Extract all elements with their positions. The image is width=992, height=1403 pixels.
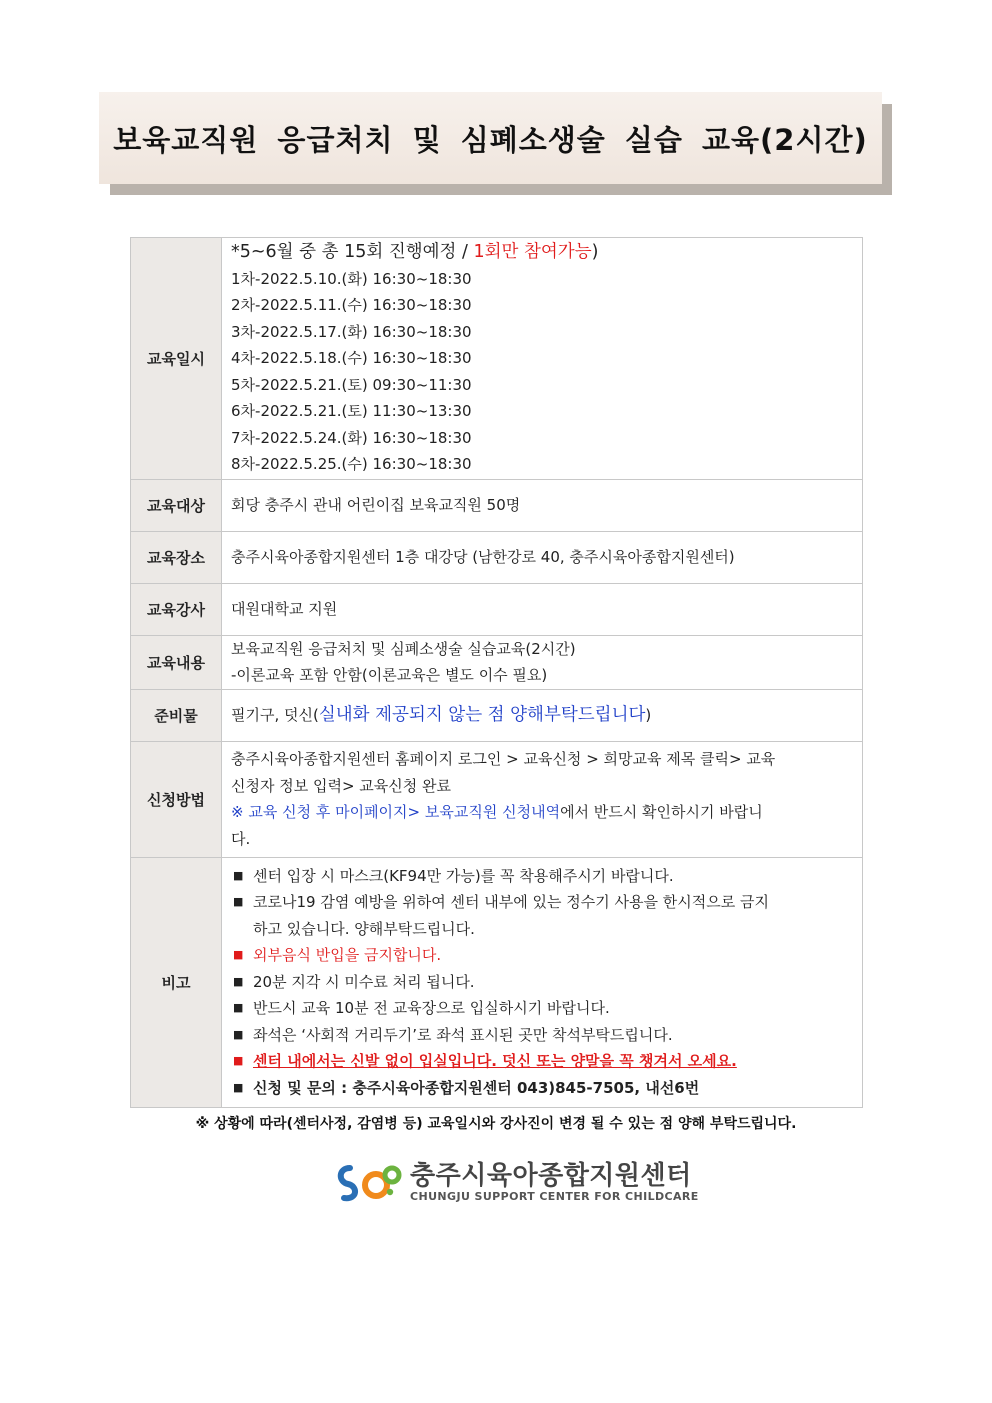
content-cell	[222, 635, 863, 689]
row-target	[131, 479, 863, 531]
apply-note-blue: ※ 교육 신청 후 마이페이지> 보육교직원 신청내역	[231, 803, 561, 821]
page-title: 보육교직원 응급처치 및 심폐소생술 실습 교육(2시간)	[113, 122, 868, 157]
logo-subtitle: CHUNGJU SUPPORT CENTER FOR CHILDCARE	[410, 1189, 699, 1203]
session-item: 6차-2022.5.21.(토) 11:30~13:30	[231, 402, 472, 420]
schedule-cell	[222, 238, 863, 480]
remark-item: ■ 좌석은 ‘사회적 거리두기’로 좌석 표시된 곳만 착석부탁드립니다.	[231, 1022, 854, 1049]
row-instructor	[131, 583, 863, 635]
remark-text: 하고 있습니다. 양해부탁드립니다.	[253, 919, 475, 938]
session-item: 5차-2022.5.21.(토) 09:30~11:30	[231, 375, 472, 394]
apply-cell	[222, 741, 863, 857]
label-location: 교육장소	[131, 531, 222, 583]
row-apply	[131, 741, 863, 857]
content-line: -이론교육 포함 안함(이론교육은 별도 이수 필요)	[231, 666, 548, 684]
session-item: 3차-2022.5.17.(화) 16:30~18:30	[231, 322, 472, 341]
schedule-intro-suffix: )	[591, 242, 599, 262]
label-remarks: 비고	[131, 857, 222, 1107]
row-supplies	[131, 689, 863, 741]
supplies-cell	[222, 689, 863, 741]
title-box	[99, 92, 882, 184]
apply-note	[231, 799, 854, 826]
apply-line: 신청자 정보 입력> 교육신청 완료	[231, 776, 452, 795]
remark-item: ■ 센터 입장 시 마스크(KF94만 가능)를 꼭 착용해주시기 바랍니다.	[231, 863, 854, 890]
session-item: 8차-2022.5.25.(수) 16:30~18:30	[231, 455, 472, 473]
content-line: 보육교직원 응급처치 및 심폐소생술 실습교육(2시간)	[231, 639, 576, 658]
apply-note-end: 다.	[231, 829, 251, 848]
remark-text: 센터 내에서는 신발 없이 입실입니다. 덧신 또는 양말을 꼭 챙겨서 오세요.	[253, 1052, 737, 1071]
remark-item: ■ 20분 지각 시 미수료 처리 됩니다.	[231, 969, 854, 996]
label-instructor: 교육강사	[131, 583, 222, 635]
row-content	[131, 635, 863, 689]
apply-line: 충주시육아종합지원센터 홈페이지 로그인 > 교육신청 > 희망교육 제목 클릭> 교육	[231, 750, 776, 768]
label-target: 교육대상	[131, 479, 222, 531]
session-item: 7차-2022.5.24.(화) 16:30~18:30	[231, 428, 472, 447]
label-content: 교육내용	[131, 635, 222, 689]
supplies-prefix: 필기구, 덧신(	[231, 705, 319, 724]
row-schedule	[131, 238, 863, 480]
remark-text: 코로나19 감염 예방을 위하여 센터 내부에 있는 정수기 사용을 한시적으로 금지	[253, 893, 769, 912]
session-item: 1차-2022.5.10.(화) 16:30~18:30	[231, 269, 472, 288]
remark-item: ■ 외부음식 반입을 금지합니다.	[231, 942, 854, 969]
remark-item	[231, 889, 854, 942]
row-remarks	[131, 857, 863, 1107]
location-value: 충주시육아종합지원센터 1층 대강당 (남한강로 40, 충주시육아종합지원센터)	[222, 531, 863, 583]
logo	[334, 1157, 699, 1207]
row-location	[131, 531, 863, 583]
label-apply: 신청방법	[131, 741, 222, 857]
label-schedule: 교육일시	[131, 238, 222, 480]
schedule-intro	[231, 239, 854, 266]
session-item: 2차-2022.5.11.(수) 16:30~18:30	[231, 296, 472, 314]
schedule-intro-highlight: 1회만 참여가능	[473, 242, 592, 262]
remark-item	[231, 1048, 854, 1075]
supplies-highlight: 실내화 제공되지 않는 점 양해부탁드립니다	[318, 704, 646, 725]
session-item: 4차-2022.5.18.(수) 16:30~18:30	[231, 349, 472, 367]
schedule-intro-text: *5~6월 중 총 15회 진행예정 /	[231, 242, 474, 262]
logo-mark-icon	[334, 1158, 404, 1206]
remarks-cell	[222, 857, 863, 1107]
remark-item: ■ 신청 및 문의 : 충주시육아종합지원센터 043)845-7505, 내선6번	[231, 1075, 854, 1102]
apply-note-rest: 에서 반드시 확인하시기 바랍니	[560, 803, 763, 821]
footer-note: ※ 상황에 따라(센터사정, 감염병 등) 교육일시와 강사진이 변경 될 수 있는 점 양해 부탁드립니다.	[195, 1116, 797, 1132]
remarks-list	[231, 863, 854, 1102]
label-supplies: 준비물	[131, 689, 222, 741]
instructor-value: 대원대학교 지원	[222, 583, 863, 635]
supplies-suffix: )	[645, 705, 652, 724]
target-value: 회당 충주시 관내 어린이집 보육교직원 50명	[222, 479, 863, 531]
logo-name: 충주시육아종합지원센터	[410, 1160, 692, 1191]
info-table	[130, 237, 863, 1108]
remark-item: ■ 반드시 교육 10분 전 교육장으로 입실하시기 바랍니다.	[231, 995, 854, 1022]
